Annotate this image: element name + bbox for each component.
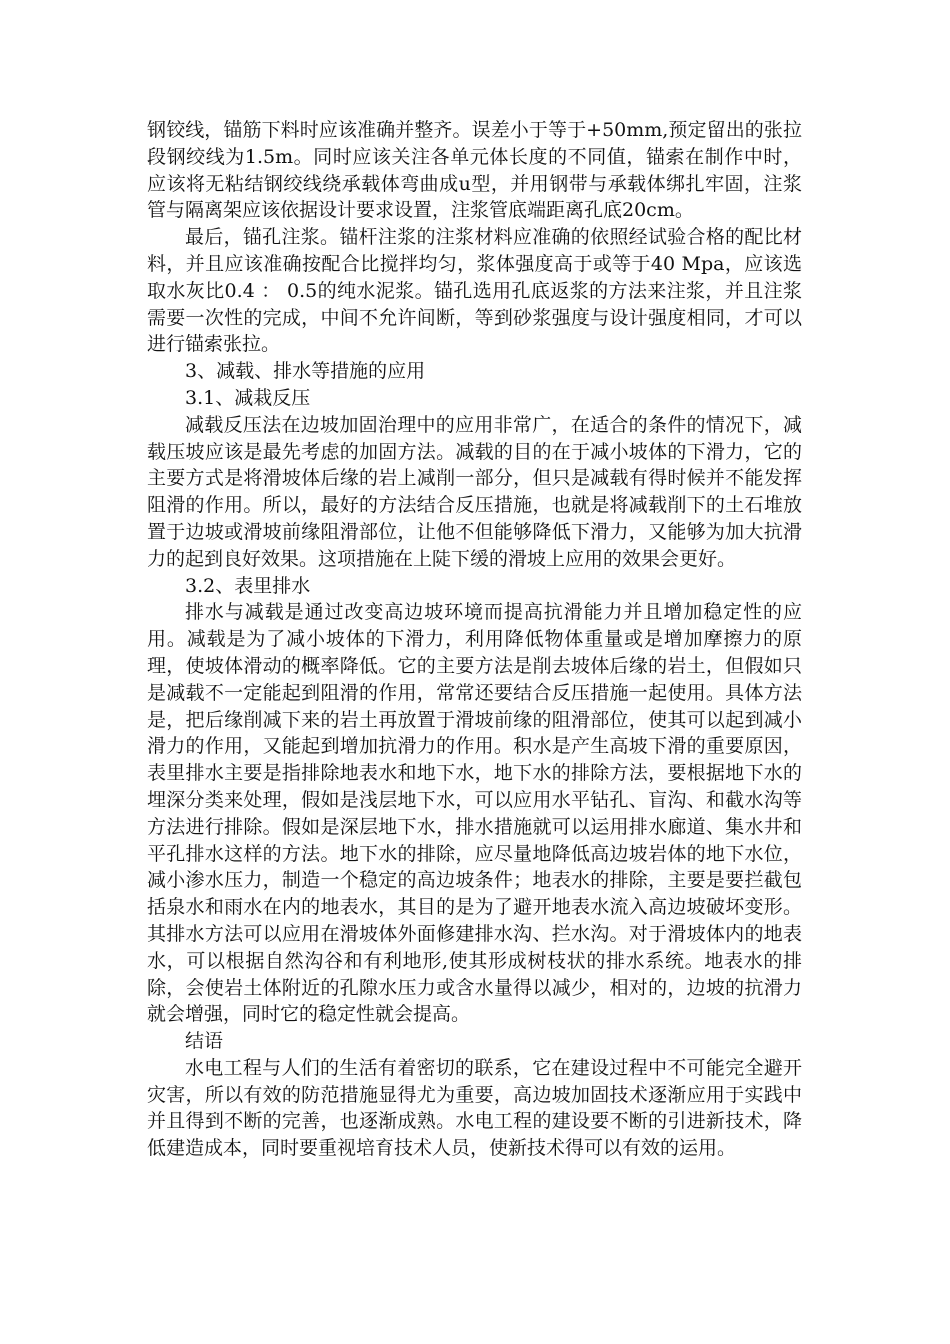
subsection-heading-3-2: 3.2、表里排水 — [185, 574, 311, 597]
paragraph-load-reduction: 减载反压法在边坡加固治理中的应用非常广，在适合的条件的情况下，减载压坡应该是最先考虑的加固方法。减载的目的在于减小坡体的下滑力，它的主要方式是将滑坡体后缘的岩上减削一部分，但只是减载有得时候并不能发挥阻滑的作用。所以，最好的方法结合反压措施，也就是将减载削下的土石堆放置于边坡或滑坡前缘阻滑部位，让他不但能够降低下滑力，又能够为加大抗滑力的起到良好效果。这项措施在上陡下缓的滑坡上应用的效果会更好。 — [147, 413, 802, 570]
conclusion-heading: 结语 — [185, 1030, 224, 1053]
paragraph-drainage: 排水与减载是通过改变高边坡环境而提高抗滑能力并且增加稳定性的应用。减载是为了减小坡体的下滑力，利用降低物体重量或是增加摩擦力的原理，使坡体滑动的概率降低。它的主要方法是削去坡体后缘的岩土，但假如只是减载不一定能起到阻滑的作用，常常还要结合反压措施一起使用。具体方法是，把后缘削减下来的岩土再放置于滑坡前缘的阻滑部位，使其可以起到减小滑力的作用，又能起到增加抗滑力的作用。积水是产生高坡下滑的重要原因，表里排水主要是指排除地表水和地下水，地下水的排除方法，要根据地下水的埋深分类来处理，假如是浅层地下水，可以应用水平钻孔、盲沟、和截水沟等方法进行排除。假如是深层地下水，排水措施就可以运用排水廊道、集水井和平孔排水这样的方法。地下水的排除，应尽量地降低高边坡岩体的地下水位，减小渗水压力，制造一个稳定的高边坡条件；地表水的排除，主要是要拦截包括泉水和雨水在内的地表水，其目的是为了避开地表水流入高边坡破坏变形。其排水方法可以应用在滑坡体外面修建排水沟、拦水沟。对于滑坡体内的地表水，可以根据自然沟谷和有利地形,使其形成树枝状的排水系统。地表水的排除，会使岩土体附近的孔隙水压力或含水量得以减少，相对的，边坡的抗滑力就会增强，同时它的稳定性就会提高。 — [147, 601, 802, 1026]
paragraph-conclusion: 水电工程与人们的生活有着密切的联系，它在建设过程中不可能完全避开灾害，所以有效的防范措施显得尤为重要，高边坡加固技术逐渐应用于实践中并且得到不断的完善，也逐渐成熟。水电工程的建设要不断的引进新技术，降低建造成本，同时要重视培育技术人员，使新技术得可以有效的运用。 — [147, 1056, 802, 1160]
document-page — [147, 117, 802, 1162]
section-heading-3: 3、减载、排水等措施的应用 — [185, 360, 426, 383]
subsection-heading-3-1: 3.1、减栽反压 — [185, 386, 311, 409]
paragraph-anchor-cable-fabrication: 钢铰线，锚筋下料时应该准确并整齐。误差小于等于+50mm,预定留出的张拉段钢绞线为1.5m。同时应该关注各单元体长度的不同值，锚索在制作中时，应该将无粘结钢绞线绕承载体弯曲成u型，并用钢带与承载体绑扎牢固，注浆管与隔离架应该依据设计要求设置，注浆管底端距离孔底20cm。 — [147, 119, 802, 222]
paragraph-anchor-grouting: 最后，锚孔注浆。锚杆注浆的注浆材料应准确的依照经试验合格的配比材料，并且应该准确按配合比搅拌均匀，浆体强度高于或等于40 Mpa，应该选取水灰比0.4 ： 0.5的纯水泥浆。锚孔选用孔底返浆的方法来注浆，并且注浆需要一次性的完成，中间不允许间断，等到砂浆强度与设计强度相同，才可以进行锚索张拉。 — [147, 226, 802, 356]
